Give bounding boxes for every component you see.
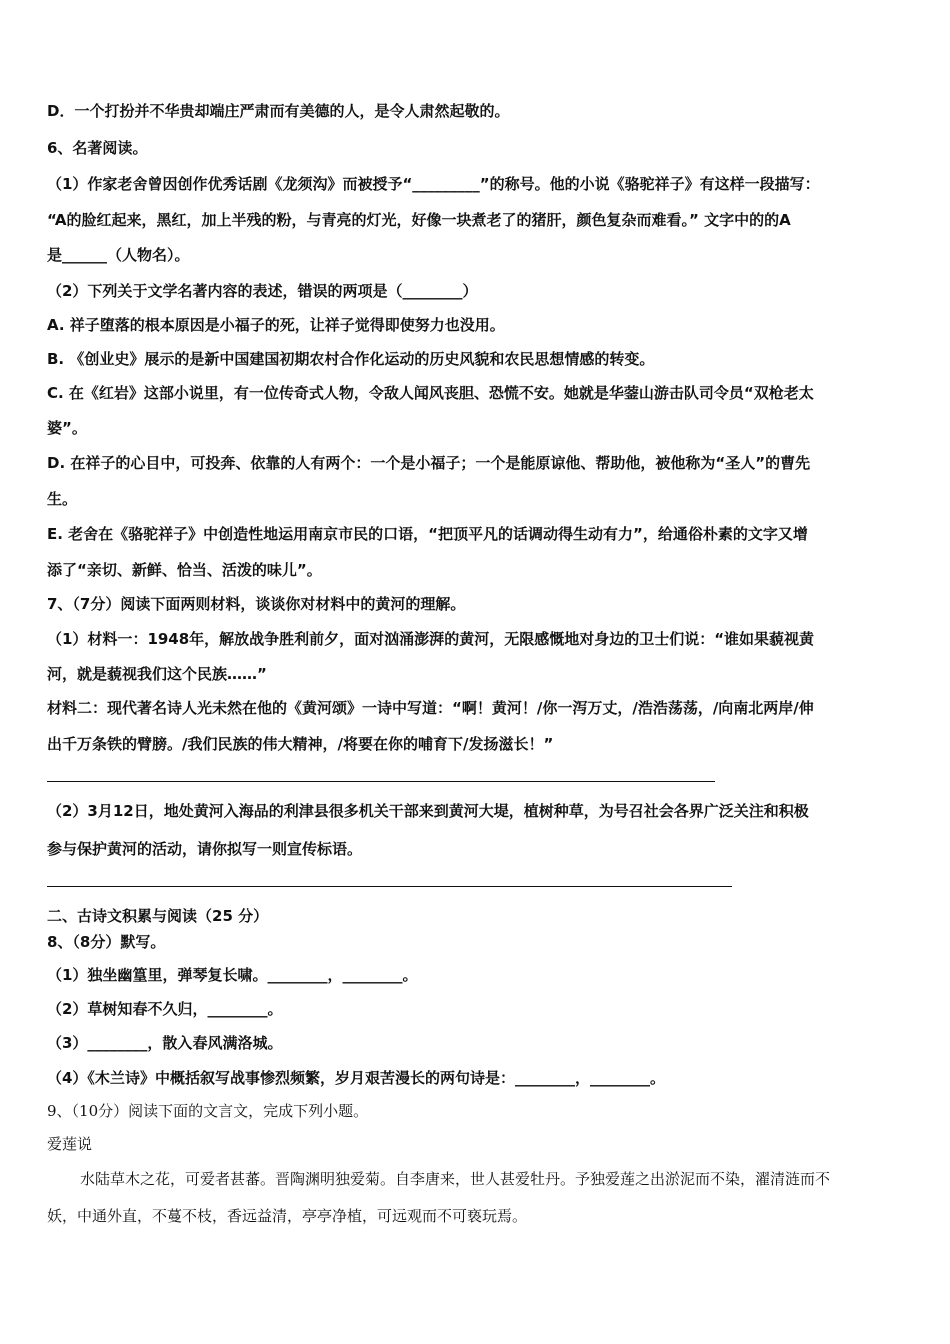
q6-option-c-line2: 婆”。 <box>47 419 87 437</box>
q7-material1-line2: 河，就是藐视我们这个民族……” <box>47 665 267 683</box>
q7-answer-line-1 <box>47 781 715 782</box>
q6-part2-question: （2）下列关于文学名著内容的表述，错误的两项是（________） <box>47 282 478 300</box>
q6-option-e-line1: E. 老舍在《骆驼祥子》中创造性地运用南京市民的口语，“把顶平凡的话调动得生动有力”，给通俗朴素的文字又增 <box>47 525 808 543</box>
q6-option-b: B. 《创业史》展示的是新中国建国初期农村合作化运动的历史风貌和农民思想情感的转变。 <box>47 350 655 368</box>
question-6-heading: 6、名著阅读。 <box>47 139 148 157</box>
q6-option-d-line1: D. 在祥子的心目中，可投奔、依靠的人有两个：一个是小福子；一个是能原谅他、帮助他，被他称为“圣人”的曹先 <box>47 454 811 472</box>
q7-material2-line2: 出千万条铁的臂膀。/我们民族的伟大精神，/将要在你的哺育下/发扬滋长！” <box>47 735 554 753</box>
passage-line1: 水陆草木之花，可爱者甚蕃。晋陶渊明独爱菊。自李唐来，世人甚爱牡丹。予独爱莲之出淤泥而不染，濯清涟而不 <box>80 1170 831 1188</box>
q7-material1-line1: （1）材料一：1948年，解放战争胜利前夕，面对汹涌澎湃的黄河，无限感慨地对身边的卫士们说：“谁如果藐视黄 <box>47 630 815 648</box>
q8-item3: （3）________，散入春风满洛城。 <box>47 1034 283 1052</box>
q7-answer-line-2 <box>47 886 732 887</box>
question-9-heading: 9、（10分）阅读下面的文言文，完成下列小题。 <box>47 1102 369 1120</box>
question-7-heading: 7、（7分）阅读下面两则材料，谈谈你对材料中的黄河的理解。 <box>47 595 466 613</box>
q7-material2-line1: 材料二：现代著名诗人光未然在他的《黄河颂》一诗中写道：“啊！黄河！/你一泻万丈，/浩浩荡荡，/向南北两岸/伸 <box>47 699 814 717</box>
q8-item4: （4）《木兰诗》中概括叙写战事惨烈频繁，岁月艰苦漫长的两句诗是：________，________。 <box>47 1069 665 1087</box>
q6-option-e-line2: 添了“亲切、新鲜、恰当、活泼的味儿”。 <box>47 561 322 579</box>
passage-title: 爱莲说 <box>47 1135 93 1153</box>
q6-option-a: A. 祥子堕落的根本原因是小福子的死，让祥子觉得即使努力也没用。 <box>47 316 505 334</box>
q8-item2: （2）草树知春不久归，________。 <box>47 1000 283 1018</box>
q6-option-c-line1: C. 在《红岩》这部小说里，有一位传奇式人物，令敌人闻风丧胆、恐慌不安。她就是华蓥山游击队司令员“双枪老太 <box>47 384 814 402</box>
q8-item1: （1）独坐幽篁里，弹琴复长啸。________，________。 <box>47 966 418 984</box>
q6-part1-line1: （1）作家老舍曾因创作优秀话剧《龙须沟》而被授予“_________”的称号。他的小说《骆驼祥子》有这样一段描写： <box>47 175 820 193</box>
passage-line2: 妖，中通外直，不蔓不枝，香远益清，亭亭净植，可远观而不可亵玩焉。 <box>47 1207 528 1225</box>
q7-part2-line2: 参与保护黄河的活动，请你拟写一则宣传标语。 <box>47 840 363 858</box>
q7-part2-line1: （2）3月12日，地处黄河入海品的利津县很多机关干部来到黄河大堤，植树种草，为号召社会各界广泛关注和积极 <box>47 802 809 820</box>
q6-option-d-line2: 生。 <box>47 490 78 508</box>
option-d-line: D．一个打扮并不华贵却端庄严肃而有美德的人，是令人肃然起敬的。 <box>47 102 510 120</box>
q6-part1-line3: 是______（人物名）。 <box>47 246 190 264</box>
question-8-heading: 8、（8分）默写。 <box>47 933 166 951</box>
q6-part1-line2: “A的脸红起来，黑红，加上半残的粉，与青亮的灯光，好像一块煮老了的猪肝，颜色复杂而难看。” 文字中的的A <box>47 211 791 229</box>
section-2-heading: 二、古诗文积累与阅读（25 分） <box>47 907 269 925</box>
